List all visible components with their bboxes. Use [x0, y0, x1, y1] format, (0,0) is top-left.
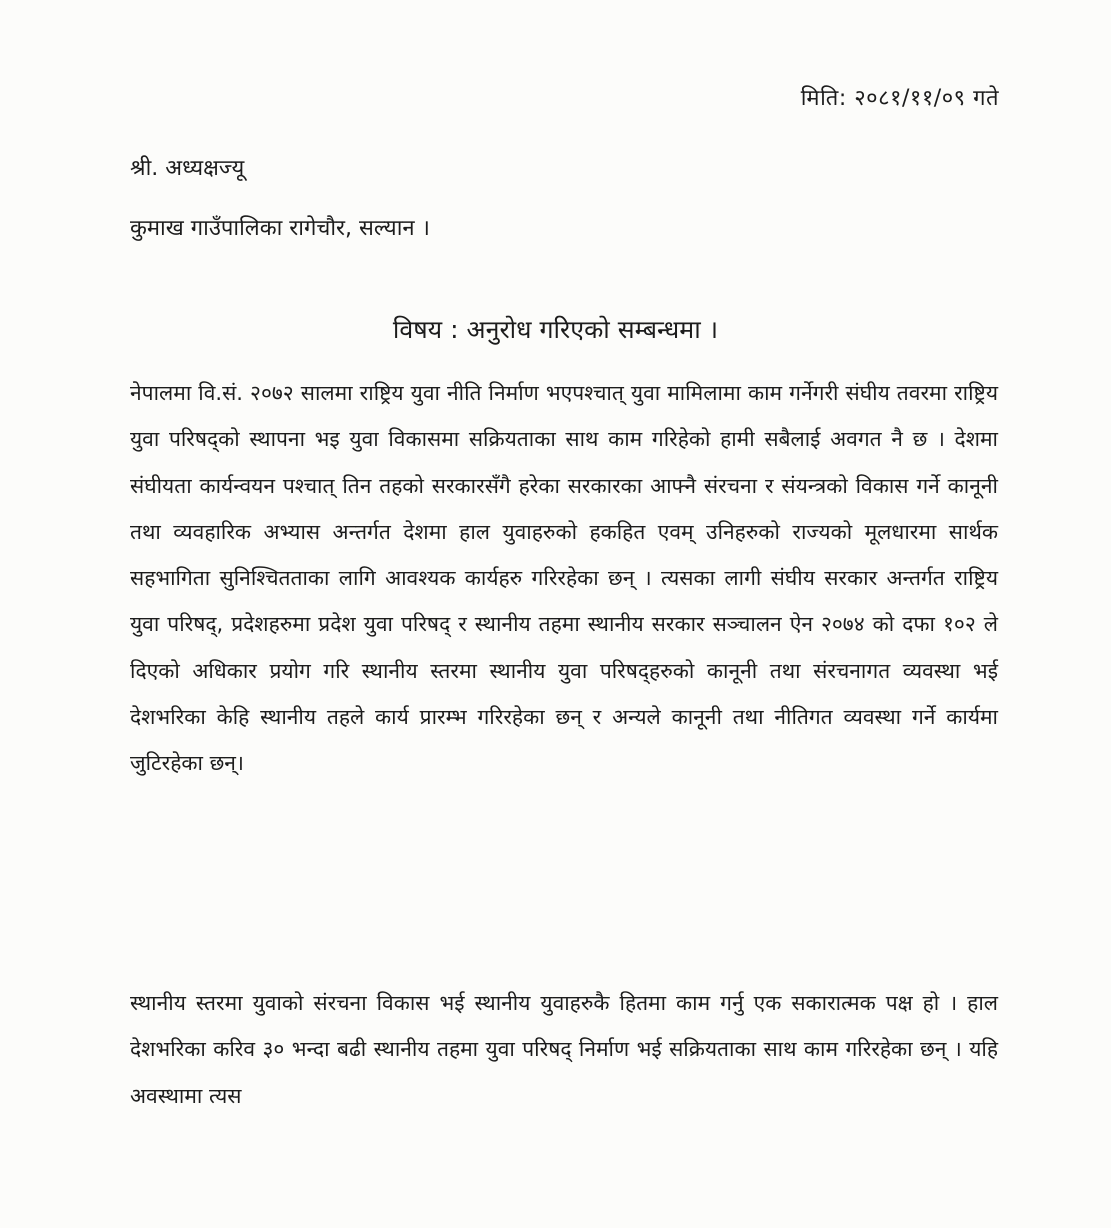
body-paragraph-1: नेपालमा वि.सं. २०७२ सालमा राष्ट्रिय युवा नीति निर्माण भएपश्चात् युवा मामिलामा काम गर्नेगरी संघीय तवरमा राष्ट्रिय युवा परिषद्को स्थापना भइ युवा विकासमा सक्रियताका साथ काम गरिहेको हामी सबैलाई अवगत नै छ । देशमा संघीयता कार्यन्वयन पश्चात् तिन तहको सरकारसँगै हरेका सरकारका आफ्नै संरचना र संयन्त्रको विकास गर्ने कानूनी तथा व्यवहारिक अभ्यास अन्तर्गत देशमा हाल युवाहरुको हकहित एवम् उनिहरुको राज्यको मूलधारमा सार्थक सहभागिता सुनिश्चितताका लागि आवश्यक कार्यहरु गरिरहेका छन् । त्यसका लागी संघीय सरकार अन्तर्गत राष्ट्रिय युवा परिषद्, प्रदेशहरुमा प्रदेश युवा परिषद् र स्थानीय तहमा स्थानीय सरकार सञ्चालन ऐन २०७४ को दफा १०२ ले दिएको अधिकार प्रयोग गरि स्थानीय स्तरमा स्थानीय युवा परिषद्हरुको कानूनी तथा संरचनागत व्यवस्था भई देशभरिका केहि स्थानीय तहले कार्य प्रारम्भ गरिरहेका छन् र अन्यले कानूनी तथा नीतिगत व्यवस्था गर्ने कार्यमा जुटिरहेका छन्। [130, 381, 998, 776]
recipient-address: कुमाख गाउँपालिका रागेचौर, सल्यान । [130, 216, 430, 241]
body-paragraph-2: स्थानीय स्तरमा युवाको संरचना विकास भई स्थानीय युवाहरुकै हितमा काम गर्नु एक सकारात्मक पक्ष हो । हाल देशभरिका करिव ३० भन्दा बढी स्थानीय तहमा युवा परिषद् निर्माण भई सक्रियताका साथ काम गरिरहेका छन् । यहि अवस्थामा त्यस [130, 991, 998, 1108]
letter-date: मिति: २०८१/११/०९ गते [800, 86, 999, 111]
letter-subject: विषय : अनुरोध गरिएको सम्बन्धमा । [392, 315, 719, 344]
recipient-title: श्री. अध्यक्षज्यू [130, 156, 245, 181]
